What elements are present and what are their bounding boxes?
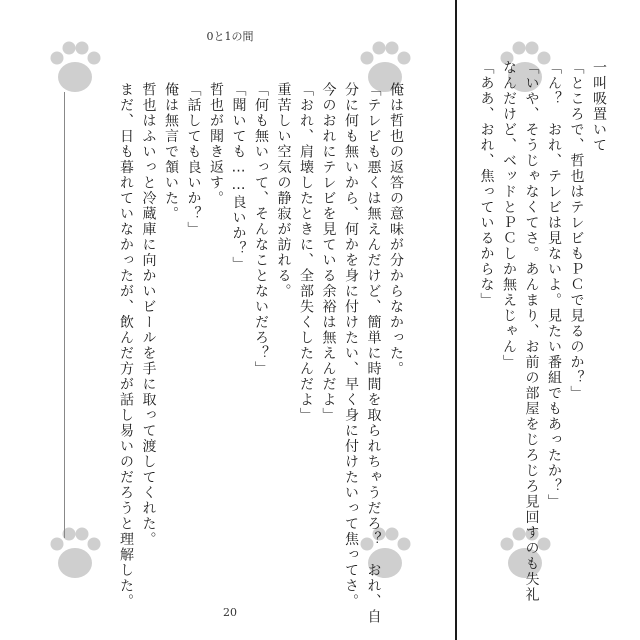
text-line: 俺は哲也の返答の意味が分からなかった。 (388, 82, 404, 377)
text-line: 今のおれにテレビを見ている余裕は無えんだよ」 (320, 82, 337, 423)
text-line: 「テレビも悪くは無えんだけど、簡単に時間を取られちゃうだろ？ おれ、自 (365, 82, 382, 625)
text-line: 重苦しい空気の静寂が訪れる。 (275, 82, 292, 299)
text-line: 「いや、そうじゃなくてさ。あんまり、お前の部屋をじろじろ見回すのも失礼 (523, 60, 540, 603)
text-line: 俺は無言で頷いた。 (163, 82, 179, 222)
text-line: 分に何も無いから、何かを身に付けたい、早く身に付けたいって焦ってさ。 (343, 82, 359, 609)
text-line: 「何も無いって、そんなことないだろ？」 (253, 82, 269, 377)
text-line: 「ところで、哲也はテレビもＰＣで見るのか？」 (568, 60, 585, 401)
text-line: 「話しても良いか？」 (185, 82, 202, 237)
paw-print-icon (40, 34, 110, 104)
text-line: 哲也はふいっと冷蔵庫に向かいビールを手に取って渡してくれた。 (140, 82, 157, 547)
margin-rule (64, 92, 65, 538)
right-page-body-text (457, 60, 610, 603)
page-number: 20 (223, 606, 237, 619)
text-line: 「おれ、肩壊したときに、全部失くしたんだよ」 (298, 82, 314, 423)
text-line: 哲也が聞き返す。 (208, 82, 224, 206)
text-line: 「聞いても……良いか？」 (230, 82, 247, 272)
text-line: 「ん？ おれ、テレビは見ないよ。見たい番組でもあったか？」 (546, 60, 562, 510)
text-line: なんだけど、ベッドとＰＣしか無えじゃん」 (501, 60, 517, 370)
paw-print-icon (40, 520, 110, 590)
running-title: 0と1の間 (206, 30, 254, 43)
text-line: 「ああ、おれ、焦っているからな」 (478, 60, 495, 308)
text-line: まだ、日も暮れていなかったが、飲んだ方が話し易いのだろうと理解した。 (118, 82, 134, 609)
text-line: 一叫吸置いて (591, 60, 607, 153)
right-page (457, 0, 640, 640)
